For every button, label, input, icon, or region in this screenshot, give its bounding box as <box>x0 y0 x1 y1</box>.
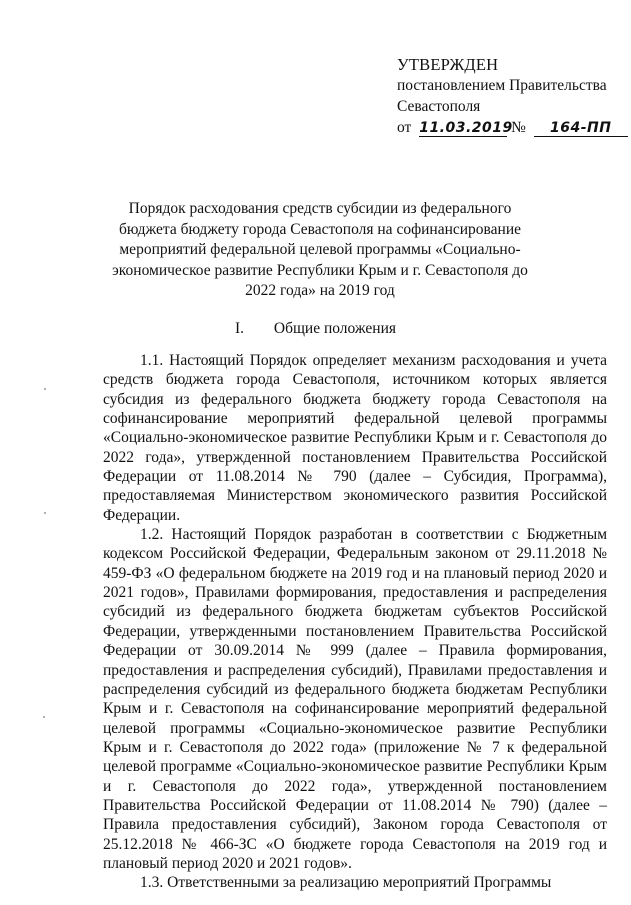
number-label: № <box>511 119 526 136</box>
approval-line-1: постановлением Правительства <box>397 77 607 94</box>
approval-line-2: Севастополя <box>397 98 481 115</box>
paragraph-1-1: 1.1. Настоящий Порядок определяет механизм расходования и учета средств бюджета города Севастополя, источником которых является субсидия из федерального бюджета бюджету города Севастополя на софинансирование мероприятий федеральной целевой программы «Социально-экономическое развитие Республики Крым и г. Севастополя до 2022 года», утвержденной постановлением Правительства Российской Федерации от 11.08.2014 № 790 (далее – Субсидия, Программа), предоставляемая Министерством экономического развития Российской Федерации. <box>103 352 607 524</box>
approval-heading: УТВЕРЖДЕН <box>397 55 499 74</box>
document-title: Порядок расходования средств субсидии из федерального бюджета бюджету города Севастополя на софинансирование мероприятий федеральной целевой программы «Социально-экономическое развитие Республики Крым и г. Севастополя до 2022 года» на 2019 год <box>112 200 528 299</box>
paragraph-1-3: 1.3. Ответственными за реализацию мероприятий Программы <box>140 874 552 892</box>
approval-date-line <box>397 117 627 138</box>
scan-speck <box>44 512 46 514</box>
handwritten-date: 11.03.2019 <box>419 120 513 136</box>
scan-speck <box>43 716 45 718</box>
section-number: I. <box>234 320 245 337</box>
section-title: Общие положения <box>273 320 397 337</box>
document-body <box>103 351 607 893</box>
approval-stamp <box>397 54 627 138</box>
handwritten-number: 164-ПП <box>534 120 628 137</box>
paragraph-1-2: 1.2. Настоящий Порядок разработан в соответствии с Бюджетным кодексом Российской Федерации, Федеральным законом от 29.11.2018 № 459-ФЗ «О федеральном бюджете на 2019 год и на плановый период 2020 и 2021 годов», Правилами формирования, предоставления и распределения субсидий из федерального бюджета бюджетам субъектов Российской Федерации, утвержденными постановлением Правительства Российской Федерации от 30.09.2014 № 999 (далее – Правила формирования, предоставления и распределения субсидий), Правилами предоставления и распределения субсидий из федерального бюджета бюджетам Республики Крым и г. Севастополя на софинансирование мероприятий федеральной целевой программы «Социально-экономическое развитие Республики Крым и г. Севастополя до 2022 года» (приложение № 7 к федеральной целевой программе «Социально-экономическое развитие Республики Крым и г. Севастополя до 2022 года», утвержденной постановлением Правительства Российской Федерации от 11.08.2014 № 790) (далее – Правила предоставления субсидий), Законом города Севастополя от 25.12.2018 № 466-ЗС «О бюджете города Севастополя на 2019 год и плановый период 2020 и 2021 годов». <box>103 526 607 872</box>
section-heading <box>0 319 631 339</box>
from-label: от <box>397 119 412 136</box>
scan-speck <box>44 388 46 390</box>
